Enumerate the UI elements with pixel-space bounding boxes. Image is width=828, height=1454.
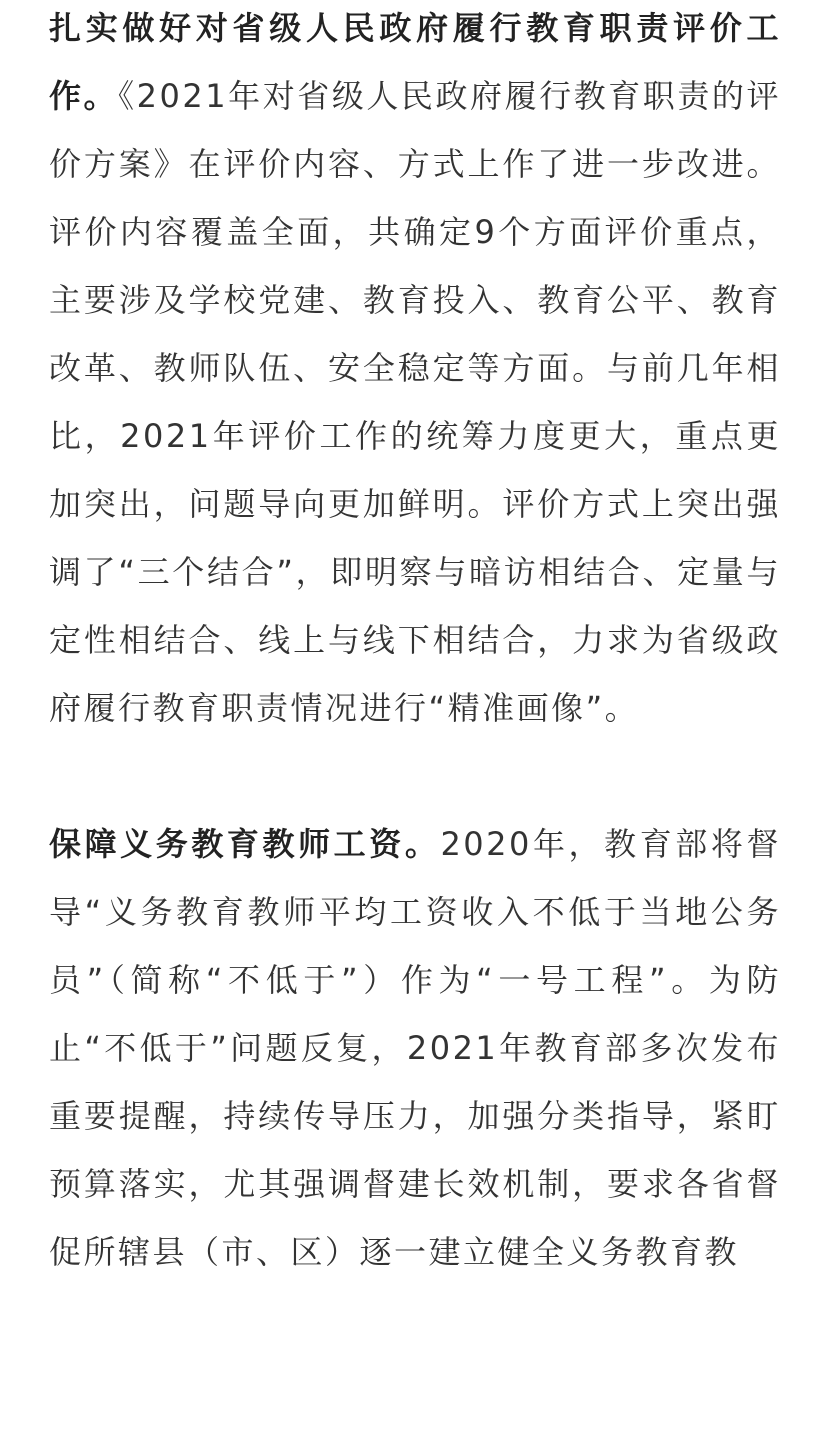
paragraph-teacher-salary <box>49 810 781 1286</box>
paragraph-lead: 保障义务教育教师工资。 <box>49 825 441 863</box>
paragraph-evaluation <box>49 0 781 742</box>
paragraph-text: 2020年，教育部将督导“义务教育教师平均工资收入不低于当地公务员”（简称“不低于”）作为“一号工程”。为防止“不低于”问题反复，2021年教育部多次发布重要提醒，持续传导压力，加强分类指导，紧盯预算落实，尤其强调督建长效机制，要求各省督促所辖县（市、区）逐一建立健全义务教育教 <box>49 825 781 1271</box>
paragraph-text: 《2021年对省级人民政府履行教育职责的评价方案》在评价内容、方式上作了进一步改进。评价内容覆盖全面，共确定9个方面评价重点，主要涉及学校党建、教育投入、教育公平、教育改革、教师队伍、安全稳定等方面。与前几年相比，2021年评价工作的统筹力度更大，重点更加突出，问题导向更加鲜明。评价方式上突出强调了“三个结合”，即明察与暗访相结合、定量与定性相结合、线上与线下相结合，力求为省级政府履行教育职责情况进行“精准画像”。 <box>49 77 781 727</box>
article-body <box>49 0 781 1286</box>
paragraph-lead: 扎实做好对省级人民政府履行教育职责评价工作。 <box>49 9 781 115</box>
